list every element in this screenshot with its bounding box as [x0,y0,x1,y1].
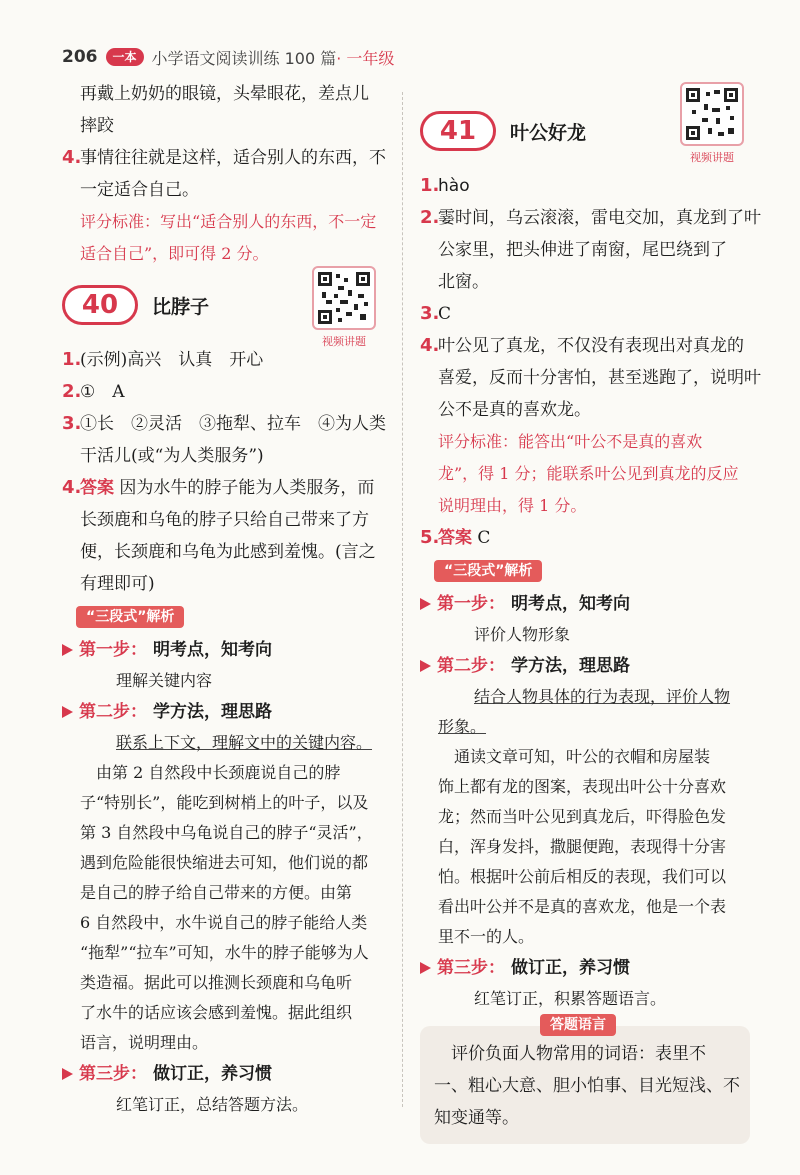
step-label: 第三步： [79,1064,147,1084]
answer-tag: 答案 [80,478,114,498]
unit-number-badge: 41 [420,111,496,151]
answer-text: ① A [80,382,125,402]
step-2-body: 联系上下文，理解文中的关键内容。 [116,733,373,752]
answer-text: 叶公见了真龙，不仅没有表现出对真龙的 [438,336,744,356]
step-1-body: 理解关键内容 [116,671,213,690]
step-title: 明考点，知考向 [511,594,630,614]
tip-line: 一、粗心大意、胆小怕事、目光短浅、不 [434,1076,740,1096]
step-label: 第三步： [437,958,505,978]
para-line: 是自己的脖子给自己带来的方便。由第 [80,883,353,902]
answer-tag: 答案 [438,528,472,548]
tip-line: 知变通等。 [434,1108,519,1128]
step-3 [62,1058,382,1090]
carry-line-2: 摔跤 [80,116,114,136]
step-title: 做订正，养习惯 [511,958,630,978]
criteria-line-2: 适合自己”，即可得 2 分。 [80,244,269,263]
step-title: 明考点，知考向 [153,640,272,660]
unit-40-header [62,276,382,348]
right-column [420,96,761,1144]
brand-logo: 一本 [106,48,144,66]
answer-text: ①长 ②灵活 ③拖犁、拉车 ④为人类 [80,414,386,434]
answer-text: C [472,528,491,548]
unit-title: 叶公好龙 [510,121,587,144]
step-label: 第二步： [437,656,505,676]
para-line: “拖犁”“拉车”可知，水牛的脖子能够为人 [80,943,369,962]
arrow-icon [62,644,73,656]
answer-5 [420,522,750,554]
answer-4b-line-3: 便，长颈鹿和乌龟为此感到羞愧。(言之 [80,542,376,562]
para-line: 通读文章可知，叶公的衣帽和房屋装 [438,747,711,766]
unit-title: 比脖子 [152,295,210,318]
answer-number: 4. [62,147,82,168]
answer-number: 4. [62,477,82,498]
para-line: 怕。根据叶公前后相反的表现，我们可以 [438,867,727,886]
answer-number: 1. [420,175,440,196]
para-line: 第 3 自然段中乌龟说自己的脖子“灵活”， [80,823,373,842]
step-2 [62,696,382,728]
answer-4-line-1 [420,330,750,362]
arrow-icon [420,660,431,672]
answer-4b-line-2: 长颈鹿和乌龟的脖子只给自己带来了方 [80,510,369,530]
step-title: 学方法，理思路 [153,702,272,722]
answer-4b-line-4: 有理即可) [80,574,155,594]
step-1 [62,634,382,666]
step-1-body: 评价人物形象 [474,625,571,644]
unit-41-header [420,102,750,164]
para-line: 遇到危险能很快缩进去可知，他们说的都 [80,853,369,872]
answer-number: 4. [420,335,440,356]
step-title: 做订正，养习惯 [153,1064,272,1084]
step-2-body-line-2: 形象。 [438,717,487,736]
answer-text: 事情往往就是这样，适合别人的东西，不 [80,148,386,168]
step-title: 学方法，理思路 [511,656,630,676]
book-title [152,46,395,69]
qr-code-icon[interactable] [312,266,376,330]
criteria-line-3: 说明理由，得 1 分。 [438,496,587,515]
qr-code-block[interactable] [310,266,378,349]
answer-3-line-2: 干活儿(或“为人类服务”) [80,446,264,466]
step-3 [420,952,750,984]
para-line: 看出叶公并不是真的喜欢龙，他是一个表 [438,897,727,916]
para-line: 饰上都有龙的图案，表现出叶公十分喜欢 [438,777,727,796]
criteria-line-2: 龙”，得 1 分；能联系叶公见到真龙的反应 [438,464,739,483]
para-line: 白，浑身发抖，撒腿便跑，表现得十分害 [438,837,727,856]
answer-2 [62,376,382,408]
answer-text: hào [438,176,470,196]
answer-3 [420,298,750,330]
tip-box [420,1017,750,1144]
arrow-icon [62,706,73,718]
criteria-line-1 [62,206,382,238]
analysis-tag: “三段式”解析 [434,560,542,582]
page-header [62,44,394,70]
left-column [62,78,386,1120]
grade-label: · 一年级 [336,48,395,68]
arrow-icon [420,962,431,974]
unit-number-badge: 40 [62,285,138,325]
criteria-text: 写出“适合别人的东西，不一定 [160,212,377,231]
para-line: 子“特别长”，能吃到树梢上的叶子，以及 [80,793,369,812]
arrow-icon [420,598,431,610]
criteria-text: 能答出“叶公不是真的喜欢 [518,432,703,451]
answer-number: 1. [62,349,82,370]
step-1 [420,588,750,620]
answer-number: 3. [62,413,82,434]
answer-4-line-2: 一定适合自己。 [80,180,199,200]
qr-code-block[interactable] [678,82,746,165]
para-line: 了水牛的话应该会感到羞愧。据此组织 [80,1003,353,1022]
answer-2-line-2: 公家里，把头伸进了南窗，尾巴绕到了 [438,240,727,260]
answer-4-line-1 [62,142,386,174]
answer-text: 霎时间，乌云滚滚，雷电交加，真龙到了叶 [438,208,761,228]
criteria-label: 评分标准： [438,432,519,451]
column-divider [402,92,403,1107]
answer-number: 2. [420,207,440,228]
answer-4-line-2: 喜爱，反而十分害怕，甚至逃跑了，说明叶 [438,368,761,388]
page-number: 206 [62,47,98,67]
para-line: 类造福。据此可以推测长颈鹿和乌龟听 [80,973,353,992]
answer-text: C [438,304,452,324]
answer-2-line-3: 北窗。 [438,272,489,292]
carry-line-1: 再戴上奶奶的眼镜，头晕眼花，差点儿 [80,84,369,104]
step-label: 第二步： [79,702,147,722]
answer-text: (示例)高兴 认真 开心 [80,350,264,370]
criteria-label: 评分标准： [80,212,161,231]
qr-label: 视频讲题 [322,335,366,348]
analysis-tag: “三段式”解析 [76,606,184,628]
answer-number: 2. [62,381,82,402]
step-2-body-line-1: 结合人物具体的行为表现，评价人物 [474,687,731,706]
answer-text: 因为水牛的脖子能为人类服务，而 [114,478,375,498]
answer-4-line-3: 公不是真的喜欢龙。 [438,400,591,420]
criteria-line-1 [420,426,750,458]
para-line: 龙；然而当叶公见到真龙后，吓得脸色发 [438,807,727,826]
answer-3-line-1 [62,408,386,440]
arrow-icon [62,1068,73,1080]
answer-number: 5. [420,527,440,548]
para-line: 由第 2 自然段中长颈鹿说自己的脖 [80,763,341,782]
book-title-text: 小学语文阅读训练 100 篇 [151,48,337,68]
tip-title: 答题语言 [540,1014,616,1036]
answer-4b-line-1 [62,472,382,504]
step-3-body: 红笔订正，积累答题语言。 [474,989,667,1008]
answer-2-line-1 [420,202,761,234]
answer-1 [420,170,750,202]
tip-line: 评价负面人物常用的词语：表里不 [434,1044,706,1064]
qr-code-icon[interactable] [680,82,744,146]
para-line: 6 自然段中，水牛说自己的脖子能给人类 [80,913,368,932]
step-3-body: 红笔订正，总结答题方法。 [116,1095,309,1114]
step-label: 第一步： [437,594,505,614]
step-label: 第一步： [79,640,147,660]
para-line: 里不一的人。 [438,927,535,946]
qr-label: 视频讲题 [690,151,734,164]
para-line: 语言，说明理由。 [80,1033,209,1052]
answer-number: 3. [420,303,440,324]
step-2 [420,650,750,682]
